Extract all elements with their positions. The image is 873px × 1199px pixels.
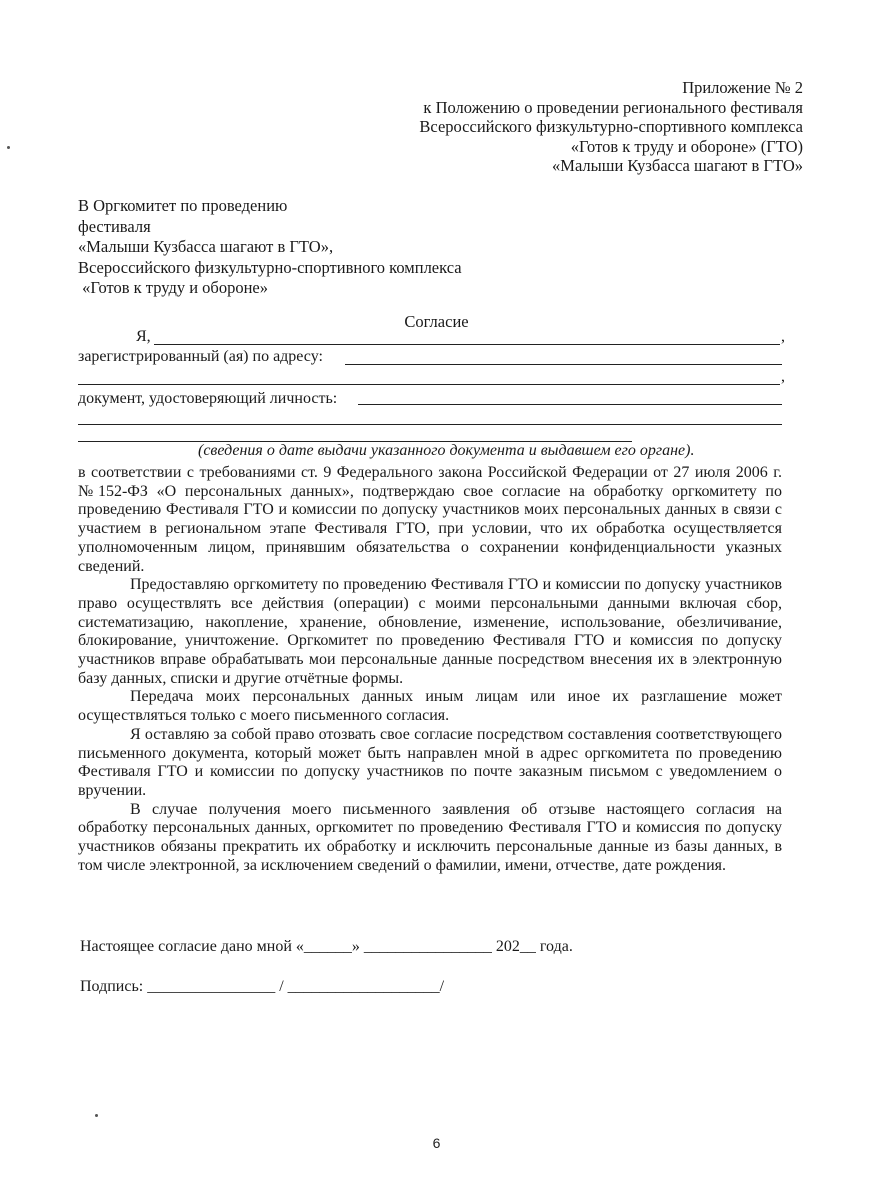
addressee-line: В Оргкомитет по проведению	[78, 196, 288, 215]
signature-line[interactable]: Подпись: ________________ / ___________________/	[80, 978, 445, 995]
addressee-line: Всероссийского физкультурно-спортивного комплекса	[78, 257, 462, 277]
address-field-line-2[interactable]	[78, 384, 780, 385]
addressee-line: фестиваля	[78, 216, 151, 236]
addressee-line: «Малыши Кузбасса шагают в ГТО»,	[78, 237, 334, 256]
consent-date-line[interactable]: Настоящее согласие дано мной «______» ________________ 202__ года.	[80, 938, 573, 955]
document-label: документ, удостоверяющий личность:	[78, 390, 338, 407]
appendix-header	[419, 78, 803, 176]
document-note: (сведения о дате выдачи указанного документа и выдавшем его органе).	[198, 442, 695, 459]
body-paragraph: В случае получения моего письменного заявления об отзыве настоящего согласия на обработку персональных данных, оргкомитет по проведению Фестиваля ГТО и комиссия по допуску участников обязаны прекратить их обработку и исключить персональные данные из базы данных, в том числе электронной, за исключением сведений о фамилии, имени, отчестве, дате рождения.	[78, 800, 782, 874]
document-field-line-2[interactable]	[78, 424, 782, 425]
body-paragraph: Предоставляю оргкомитету по проведению Фестиваля ГТО и комиссии по допуску участников право осуществлять все действия (операции) с моими персональными данными включая сбор, систематизацию, накопление, хранение, обновление, изменение, использование, обезличивание, блокирование, уничтожение. Оргкомитет по проведению Фестиваля ГТО и комиссия по допуску участников вправе обрабатывать мои персональные данные посредством внесения их в электронную базу данных, списки и другие отчётные формы.	[78, 576, 782, 687]
address-field-line[interactable]	[345, 364, 782, 365]
appendix-line: Всероссийского физкультурно-спортивного комплекса	[419, 117, 803, 136]
i-label: Я,	[136, 328, 151, 345]
appendix-line: Приложение № 2	[682, 78, 803, 97]
addressee-line: «Готов к труду и обороне»	[78, 278, 268, 297]
page-number: 6	[432, 1135, 441, 1151]
body-paragraph: Передача моих персональных данных иным лицам или иное их разглашение может осуществляться только с моего письменного согласия.	[78, 688, 782, 725]
document-field-line[interactable]	[358, 404, 782, 405]
address-comma: ,	[781, 368, 785, 385]
addressee-block	[78, 196, 462, 299]
body-paragraph: Я оставляю за собой право отозвать свое согласие посредством составления соответствующего письменного документа, который может быть направлен мной в адрес оргкомитета по проведению Фестиваля ГТО и комиссии по допуску участников по почте заказным письмом с уведомлением о вручении.	[78, 725, 782, 799]
name-field-line[interactable]	[154, 344, 780, 345]
body-paragraph: в соответствии с требованиями ст. 9 Федерального закона Российской Федерации от 27 июля 2006 г. №152-ФЗ «О персональных данных», подтверждаю свое согласие на обработку оргкомитету по проведению Фестиваля ГТО и комиссии по допуску участников моих персональных данных в связи с участием в региональном этапе Фестиваля ГТО, при условии, что их обработка осуществляется уполномоченным лицом, принявшим обязательства о сохранении конфиденциальности указных сведений.	[78, 464, 782, 575]
scan-speck	[95, 1114, 98, 1117]
name-comma: ,	[781, 328, 785, 345]
appendix-line: к Положению о проведении регионального фестиваля	[423, 97, 803, 117]
consent-body	[78, 464, 782, 875]
appendix-line: «Готов к труду и обороне» (ГТО)	[570, 136, 803, 156]
address-label: зарегистрированный (ая) по адресу:	[78, 348, 323, 365]
appendix-line: «Малыши Кузбасса шагают в ГТО»	[552, 156, 803, 175]
consent-title: Согласие	[404, 312, 469, 331]
scan-speck	[7, 146, 10, 149]
